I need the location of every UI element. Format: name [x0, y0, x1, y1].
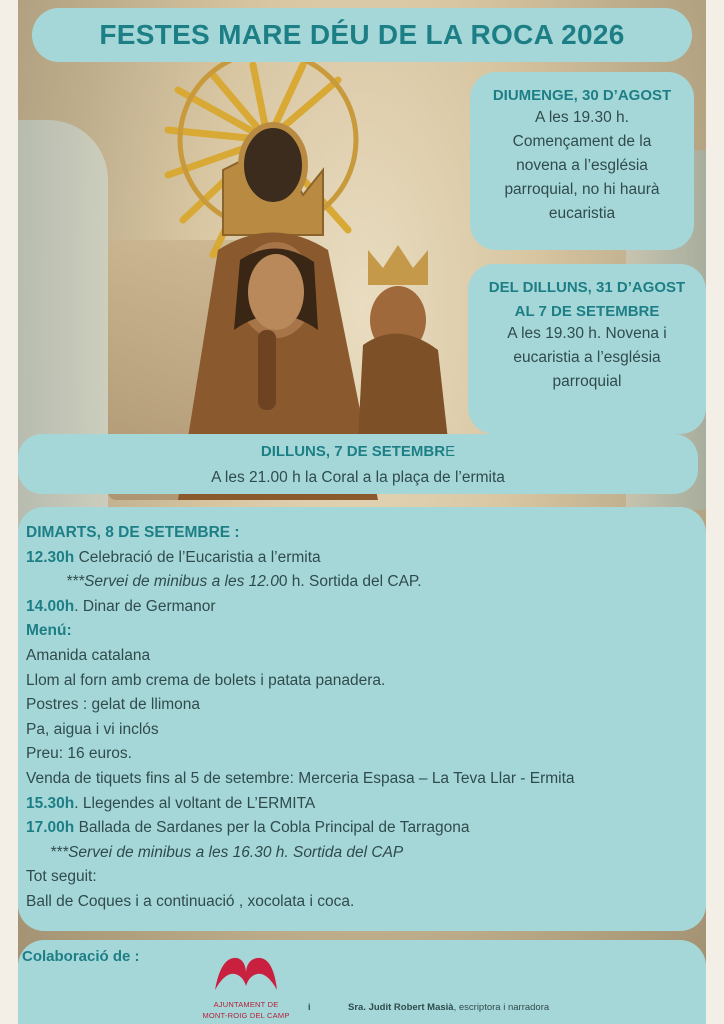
- person-desc: , escriptora i narradora: [453, 1002, 550, 1013]
- bus-service-note: [26, 570, 706, 595]
- program-time: 17.00h: [26, 819, 75, 837]
- menu-item: Pa, aigua i vi inclós: [26, 720, 159, 738]
- collaborator-person: [348, 1002, 549, 1013]
- mont-roig-logo-icon: [211, 950, 281, 994]
- person-name: Sra. Judit Robert Masià: [348, 1002, 454, 1013]
- event-date-heading-main: DILLUNS, 7 DE SETEMBR: [260, 443, 446, 460]
- program-item: [26, 792, 706, 817]
- event-line: A les 19.30 h.: [535, 109, 629, 126]
- menu-item: Llom al forn amb crema de bolets i patata panadera.: [26, 671, 386, 689]
- bus-note-part1: ***Servei de minibus a les 12.0: [66, 573, 279, 591]
- program-text: Ball de Coques i a continuació , xocolata i coca.: [26, 892, 355, 910]
- event-line: A les 21.00 h la Coral a la plaça de l’ermita: [211, 469, 505, 486]
- event-line: A les 19.30 h. Novena i: [507, 325, 667, 342]
- menu-item: Amanida catalana: [26, 646, 151, 664]
- event-line: parroquial, no hi haurà: [504, 181, 660, 198]
- program-time: 14.00h: [26, 597, 75, 615]
- program-text: . Dinar de Germanor: [74, 597, 216, 615]
- event-line: novena a l’església: [516, 157, 648, 174]
- program-day-heading: [26, 521, 706, 546]
- page-title: FESTES MARE DÉU DE LA ROCA 2026: [99, 19, 625, 50]
- program-text: Ballada de Sardanes per la Cobla Principal de Tarragona: [74, 819, 470, 837]
- event-date-heading: AL 7 DE SETEMBRE: [514, 303, 660, 320]
- bus-note-part2: 0 h. Sortida del CAP.: [278, 573, 422, 591]
- event-line: eucaristia: [548, 205, 616, 222]
- footer-collaboration: [18, 940, 706, 1024]
- menu-item: Postres : gelat de llimona: [26, 696, 201, 714]
- program-item: [26, 816, 706, 841]
- collaboration-label: Colaboració de :: [22, 948, 140, 965]
- menu-item: Venda de tiquets fins al 5 de setembre: Merceria Espasa – La Teva Llar - Ermita: [26, 769, 575, 787]
- event-date-heading: DIUMENGE, 30 D’AGOST: [492, 87, 672, 104]
- event-box-novena: [468, 264, 706, 434]
- conjunction: i: [308, 1002, 311, 1012]
- event-line: Començament de la: [512, 133, 652, 150]
- bus-service-note: ***Servei de minibus a les 16.30 h. Sortida del CAP: [50, 843, 404, 861]
- program-text: Celebració de l’Eucaristia a l’ermita: [74, 548, 321, 566]
- event-date-heading-tail: E: [445, 443, 456, 460]
- logo-line: MONT-ROIG DEL CAMP: [202, 1011, 290, 1020]
- event-box-sunday: [470, 72, 694, 250]
- event-line: parroquial: [552, 373, 622, 390]
- program-day-text: DIMARTS, 8 DE SETEMBRE :: [26, 524, 240, 541]
- program-item: [26, 595, 706, 620]
- program-item: [26, 546, 706, 571]
- main-program-box: [18, 507, 706, 931]
- program-time: 15.30h: [26, 794, 75, 812]
- menu-label-text: Menú:: [26, 622, 72, 640]
- program-text: Tot seguit:: [26, 868, 97, 886]
- menu-item: Preu: 16 euros.: [26, 745, 132, 763]
- event-date-heading: DEL DILLUNS, 31 D’AGOST: [488, 279, 686, 296]
- program-text: . Llegendes al voltant de L’ERMITA: [74, 794, 316, 812]
- event-box-monday: [18, 434, 698, 494]
- logo-line: AJUNTAMENT DE: [213, 1000, 279, 1009]
- mont-roig-logo: [186, 950, 306, 1024]
- program-time: 12.30h: [26, 548, 75, 566]
- menu-label: [26, 619, 706, 644]
- event-line: eucaristia a l’església: [513, 349, 661, 366]
- header-title-banner: [32, 8, 692, 62]
- event-date-heading: [18, 442, 698, 462]
